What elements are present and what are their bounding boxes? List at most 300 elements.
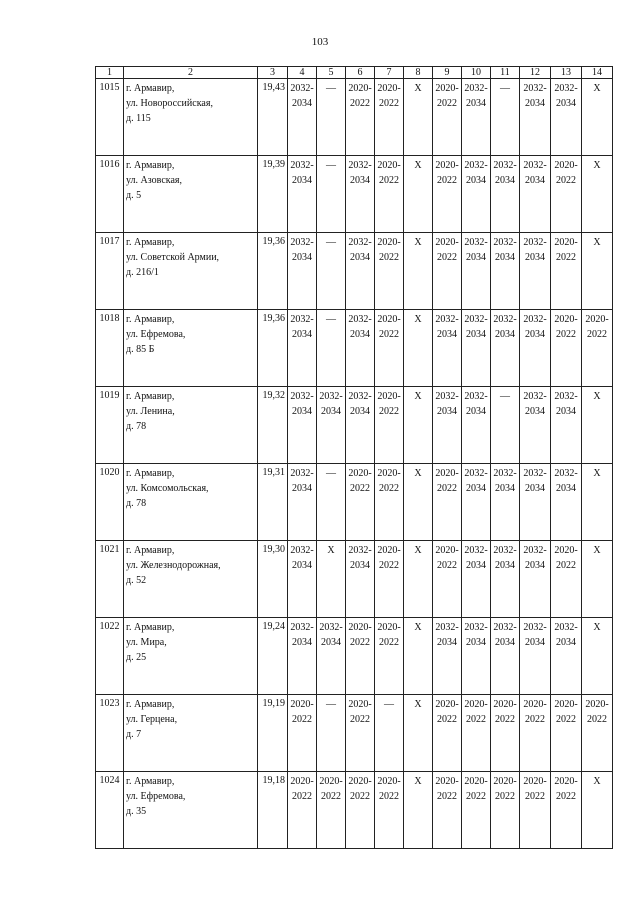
period-line: 2032- xyxy=(464,314,488,325)
period-line: 2032- xyxy=(464,545,488,556)
row-number: 1020 xyxy=(96,464,124,541)
period-cell xyxy=(375,156,404,233)
period-line: 2022 xyxy=(466,714,486,725)
period-line: 2020- xyxy=(348,83,372,94)
period-cell xyxy=(288,156,317,233)
period-line: — xyxy=(326,468,336,479)
period-line: 2034 xyxy=(525,406,545,417)
column-header: 4 xyxy=(288,67,317,79)
period-line: 2034 xyxy=(292,406,312,417)
period-cell xyxy=(582,387,613,464)
period-cell xyxy=(462,156,491,233)
area-value: 19,36 xyxy=(258,310,288,387)
area-value: 19,39 xyxy=(258,156,288,233)
period-line: 2034 xyxy=(525,483,545,494)
period-line: 2034 xyxy=(525,637,545,648)
period-line: 2032- xyxy=(290,545,314,556)
period-cell xyxy=(520,79,551,156)
period-cell xyxy=(317,618,346,695)
address-line: ул. Новороссийская, xyxy=(126,98,213,109)
area-value: 19,24 xyxy=(258,618,288,695)
period-cell xyxy=(375,79,404,156)
address-line: ул. Азовская, xyxy=(126,175,183,186)
address-cell xyxy=(124,464,258,541)
address-line: д. 52 xyxy=(126,575,147,586)
address-line: ул. Советской Армии, xyxy=(126,252,220,263)
period-line: 2022 xyxy=(525,791,545,802)
period-line: Х xyxy=(593,776,601,787)
period-line: 2034 xyxy=(556,98,576,109)
period-line: — xyxy=(326,314,336,325)
period-cell xyxy=(288,464,317,541)
period-cell xyxy=(520,772,551,849)
period-line: 2034 xyxy=(292,560,312,571)
period-cell xyxy=(491,695,520,772)
period-cell xyxy=(520,310,551,387)
period-cell xyxy=(375,310,404,387)
period-line: Х xyxy=(414,468,422,479)
period-line: 2022 xyxy=(350,483,370,494)
period-line: 2034 xyxy=(292,175,312,186)
period-line: Х xyxy=(593,468,601,479)
period-line: 2022 xyxy=(292,714,312,725)
period-cell xyxy=(346,618,375,695)
period-line: — xyxy=(500,391,510,402)
period-line: 2032- xyxy=(348,160,372,171)
period-line: 2022 xyxy=(437,252,457,263)
address-line: д. 78 xyxy=(126,421,147,432)
period-cell xyxy=(288,387,317,464)
period-cell xyxy=(551,541,582,618)
period-line: 2022 xyxy=(321,791,341,802)
address-line: д. 25 xyxy=(126,652,147,663)
period-cell xyxy=(375,541,404,618)
period-cell xyxy=(520,464,551,541)
period-line: 2022 xyxy=(379,175,399,186)
period-line: 2020- xyxy=(348,776,372,787)
period-cell xyxy=(375,772,404,849)
row-number: 1019 xyxy=(96,387,124,464)
period-cell xyxy=(346,156,375,233)
table-row xyxy=(96,387,613,464)
period-line: Х xyxy=(593,237,601,248)
period-line: 2022 xyxy=(437,560,457,571)
period-cell xyxy=(491,233,520,310)
period-line: 2022 xyxy=(466,791,486,802)
period-cell xyxy=(375,387,404,464)
address-line: г. Армавир, xyxy=(126,699,175,710)
period-line: 2034 xyxy=(466,175,486,186)
period-line: 2022 xyxy=(379,560,399,571)
row-number: 1015 xyxy=(96,79,124,156)
period-line: 2034 xyxy=(437,406,457,417)
period-line: 2032- xyxy=(348,237,372,248)
period-line: 2034 xyxy=(321,406,341,417)
row-number: 1022 xyxy=(96,618,124,695)
address-cell xyxy=(124,695,258,772)
period-cell xyxy=(551,695,582,772)
period-line: 2032- xyxy=(554,83,578,94)
column-header: 11 xyxy=(491,67,520,79)
address-cell xyxy=(124,772,258,849)
column-header: 1 xyxy=(96,67,124,79)
column-header: 12 xyxy=(520,67,551,79)
address-line: г. Армавир, xyxy=(126,160,175,171)
period-line: 2032- xyxy=(348,545,372,556)
period-line: 2032- xyxy=(290,622,314,633)
column-header: 10 xyxy=(462,67,491,79)
period-line: 2032- xyxy=(464,391,488,402)
period-cell xyxy=(462,310,491,387)
period-cell xyxy=(317,79,346,156)
period-cell xyxy=(317,695,346,772)
period-line: 2022 xyxy=(379,791,399,802)
period-line: 2032- xyxy=(493,622,517,633)
period-line: — xyxy=(326,160,336,171)
period-cell xyxy=(582,233,613,310)
table-row xyxy=(96,772,613,849)
address-line: г. Армавир, xyxy=(126,391,175,402)
period-line: 2020- xyxy=(523,776,547,787)
period-line: 2034 xyxy=(556,483,576,494)
period-line: 2034 xyxy=(556,637,576,648)
period-cell xyxy=(404,772,433,849)
row-number: 1024 xyxy=(96,772,124,849)
period-line: Х xyxy=(414,699,422,710)
period-cell xyxy=(551,233,582,310)
period-cell xyxy=(551,464,582,541)
period-cell xyxy=(433,695,462,772)
period-line: 2034 xyxy=(466,406,486,417)
period-line: 2032- xyxy=(493,545,517,556)
period-line: 2032- xyxy=(493,314,517,325)
period-line: 2032- xyxy=(290,83,314,94)
period-line: 2020- xyxy=(377,237,401,248)
column-header: 14 xyxy=(582,67,613,79)
period-line: 2020- xyxy=(435,699,459,710)
period-cell xyxy=(551,387,582,464)
period-cell xyxy=(551,618,582,695)
period-line: 2034 xyxy=(321,637,341,648)
period-line: 2022 xyxy=(556,175,576,186)
period-line: 2020- xyxy=(377,776,401,787)
area-value: 19,19 xyxy=(258,695,288,772)
period-cell xyxy=(582,695,613,772)
period-line: 2032- xyxy=(493,468,517,479)
table-header-row xyxy=(96,67,613,79)
address-line: ул. Герцена, xyxy=(126,714,178,725)
period-line: 2034 xyxy=(350,175,370,186)
column-header: 13 xyxy=(551,67,582,79)
period-cell xyxy=(462,618,491,695)
period-line: 2034 xyxy=(350,252,370,263)
address-line: д. 85 Б xyxy=(126,344,155,355)
period-line: Х xyxy=(414,160,422,171)
address-cell xyxy=(124,233,258,310)
period-line: 2032- xyxy=(493,237,517,248)
period-cell xyxy=(404,695,433,772)
period-line: 2020- xyxy=(290,776,314,787)
address-cell xyxy=(124,79,258,156)
period-cell xyxy=(288,79,317,156)
period-cell xyxy=(404,541,433,618)
period-line: 2022 xyxy=(350,98,370,109)
address-line: ул. Мира, xyxy=(126,637,167,648)
address-line: д. 216/1 xyxy=(126,267,159,278)
period-line: 2020- xyxy=(435,83,459,94)
period-line: 2020- xyxy=(464,699,488,710)
period-cell xyxy=(433,79,462,156)
period-line: 2032- xyxy=(319,391,343,402)
period-cell xyxy=(433,310,462,387)
period-line: 2020- xyxy=(377,622,401,633)
address-line: д. 115 xyxy=(126,113,151,124)
period-line: 2032- xyxy=(435,314,459,325)
period-line: — xyxy=(384,699,394,710)
period-line: — xyxy=(326,699,336,710)
period-line: 2032- xyxy=(290,391,314,402)
period-cell xyxy=(346,79,375,156)
period-cell xyxy=(582,541,613,618)
period-line: 2032- xyxy=(523,314,547,325)
period-line: Х xyxy=(593,160,601,171)
period-line: 2022 xyxy=(587,714,607,725)
period-cell xyxy=(433,156,462,233)
period-line: 2032- xyxy=(523,160,547,171)
period-cell xyxy=(404,618,433,695)
address-line: ул. Ефремова, xyxy=(126,791,186,802)
period-line: 2020- xyxy=(377,468,401,479)
period-cell xyxy=(582,156,613,233)
address-line: г. Армавир, xyxy=(126,237,175,248)
address-line: г. Армавир, xyxy=(126,622,175,633)
period-line: 2022 xyxy=(556,252,576,263)
period-line: 2022 xyxy=(379,483,399,494)
period-cell xyxy=(491,772,520,849)
period-cell xyxy=(462,464,491,541)
period-cell xyxy=(404,310,433,387)
period-line: 2020- xyxy=(554,314,578,325)
address-line: ул. Ефремова, xyxy=(126,329,186,340)
period-line: 2020- xyxy=(554,699,578,710)
period-line: 2022 xyxy=(437,714,457,725)
table-row xyxy=(96,541,613,618)
period-line: 2020- xyxy=(554,776,578,787)
period-line: 2032- xyxy=(348,391,372,402)
period-cell xyxy=(551,156,582,233)
period-line: 2034 xyxy=(525,98,545,109)
period-line: 2034 xyxy=(495,637,515,648)
period-cell xyxy=(288,695,317,772)
period-line: 2032- xyxy=(464,83,488,94)
column-header: 7 xyxy=(375,67,404,79)
period-line: Х xyxy=(327,545,335,556)
period-line: Х xyxy=(414,545,422,556)
area-value: 19,30 xyxy=(258,541,288,618)
period-cell xyxy=(317,156,346,233)
period-line: 2032- xyxy=(290,160,314,171)
period-line: 2034 xyxy=(292,252,312,263)
period-cell xyxy=(346,772,375,849)
period-cell xyxy=(346,695,375,772)
period-line: Х xyxy=(593,83,601,94)
period-line: 2022 xyxy=(350,637,370,648)
table-row xyxy=(96,618,613,695)
address-cell xyxy=(124,541,258,618)
period-cell xyxy=(491,387,520,464)
period-line: 2020- xyxy=(554,545,578,556)
period-line: 2022 xyxy=(350,791,370,802)
period-line: 2022 xyxy=(379,98,399,109)
period-cell xyxy=(288,772,317,849)
period-cell xyxy=(433,618,462,695)
period-line: 2020- xyxy=(319,776,343,787)
period-line: 2032- xyxy=(523,83,547,94)
period-cell xyxy=(288,233,317,310)
address-line: г. Армавир, xyxy=(126,83,175,94)
period-line: 2022 xyxy=(437,98,457,109)
period-line: 2034 xyxy=(466,637,486,648)
period-line: Х xyxy=(414,776,422,787)
period-line: 2032- xyxy=(523,468,547,479)
period-line: 2020- xyxy=(435,237,459,248)
column-header: 6 xyxy=(346,67,375,79)
period-cell xyxy=(462,79,491,156)
period-line: 2020- xyxy=(585,314,609,325)
page-number: 103 xyxy=(311,36,329,48)
period-cell xyxy=(317,310,346,387)
period-line: 2032- xyxy=(464,237,488,248)
row-number: 1023 xyxy=(96,695,124,772)
address-line: д. 35 xyxy=(126,806,147,817)
period-line: 2032- xyxy=(435,391,459,402)
period-line: 2034 xyxy=(350,406,370,417)
period-line: Х xyxy=(414,83,422,94)
period-line: 2020- xyxy=(554,237,578,248)
period-cell xyxy=(346,464,375,541)
period-cell xyxy=(375,695,404,772)
period-line: 2032- xyxy=(554,468,578,479)
period-line: 2022 xyxy=(556,714,576,725)
period-line: 2020- xyxy=(435,160,459,171)
period-line: 2022 xyxy=(379,406,399,417)
period-line: 2020- xyxy=(554,160,578,171)
period-line: 2020- xyxy=(585,699,609,710)
row-number: 1016 xyxy=(96,156,124,233)
period-cell xyxy=(491,310,520,387)
repair-schedule-table xyxy=(95,66,613,849)
area-value: 19,18 xyxy=(258,772,288,849)
period-cell xyxy=(375,464,404,541)
column-header: 9 xyxy=(433,67,462,79)
period-line: 2032- xyxy=(464,468,488,479)
period-line: 2022 xyxy=(495,714,515,725)
address-line: г. Армавир, xyxy=(126,314,175,325)
table-row xyxy=(96,233,613,310)
period-line: 2022 xyxy=(292,791,312,802)
period-line: 2032- xyxy=(523,545,547,556)
area-value: 19,32 xyxy=(258,387,288,464)
period-line: 2034 xyxy=(495,329,515,340)
period-cell xyxy=(346,387,375,464)
period-line: 2034 xyxy=(292,483,312,494)
period-line: 2034 xyxy=(466,560,486,571)
period-line: 2034 xyxy=(495,560,515,571)
period-cell xyxy=(491,464,520,541)
row-number: 1021 xyxy=(96,541,124,618)
area-value: 19,31 xyxy=(258,464,288,541)
period-cell xyxy=(582,618,613,695)
area-value: 19,36 xyxy=(258,233,288,310)
period-cell xyxy=(462,233,491,310)
period-line: 2022 xyxy=(437,483,457,494)
period-line: 2020- xyxy=(377,545,401,556)
period-cell xyxy=(582,79,613,156)
period-line: 2020- xyxy=(523,699,547,710)
address-cell xyxy=(124,156,258,233)
period-line: 2032- xyxy=(290,314,314,325)
period-cell xyxy=(520,695,551,772)
period-line: 2020- xyxy=(377,160,401,171)
column-header: 8 xyxy=(404,67,433,79)
period-line: 2034 xyxy=(556,406,576,417)
period-line: 2034 xyxy=(466,98,486,109)
period-cell xyxy=(317,772,346,849)
period-cell xyxy=(520,387,551,464)
period-line: 2034 xyxy=(525,252,545,263)
period-cell xyxy=(288,310,317,387)
period-cell xyxy=(404,464,433,541)
address-line: д. 78 xyxy=(126,498,147,509)
period-line: Х xyxy=(593,391,601,402)
address-cell xyxy=(124,310,258,387)
period-line: 2032- xyxy=(523,622,547,633)
period-cell xyxy=(551,772,582,849)
period-line: 2034 xyxy=(350,560,370,571)
address-line: г. Армавир, xyxy=(126,545,175,556)
period-line: 2034 xyxy=(525,560,545,571)
period-line: 2020- xyxy=(290,699,314,710)
period-line: 2032- xyxy=(523,237,547,248)
period-cell xyxy=(433,387,462,464)
period-line: 2034 xyxy=(525,329,545,340)
period-line: 2022 xyxy=(556,560,576,571)
period-line: 2032- xyxy=(464,160,488,171)
period-cell xyxy=(462,695,491,772)
period-line: 2034 xyxy=(292,637,312,648)
period-line: 2034 xyxy=(437,637,457,648)
period-line: 2022 xyxy=(437,175,457,186)
period-cell xyxy=(317,464,346,541)
address-cell xyxy=(124,618,258,695)
period-cell xyxy=(346,233,375,310)
period-cell xyxy=(433,233,462,310)
period-line: 2022 xyxy=(379,329,399,340)
address-line: д. 5 xyxy=(126,190,142,201)
period-cell xyxy=(582,310,613,387)
table-row xyxy=(96,695,613,772)
period-line: Х xyxy=(414,237,422,248)
period-cell xyxy=(551,310,582,387)
address-line: ул. Железнодорожная, xyxy=(126,560,221,571)
period-line: 2032- xyxy=(523,391,547,402)
period-line: 2022 xyxy=(350,714,370,725)
period-cell xyxy=(288,618,317,695)
period-line: 2034 xyxy=(292,329,312,340)
period-cell xyxy=(346,310,375,387)
period-line: 2022 xyxy=(379,252,399,263)
period-cell xyxy=(375,233,404,310)
